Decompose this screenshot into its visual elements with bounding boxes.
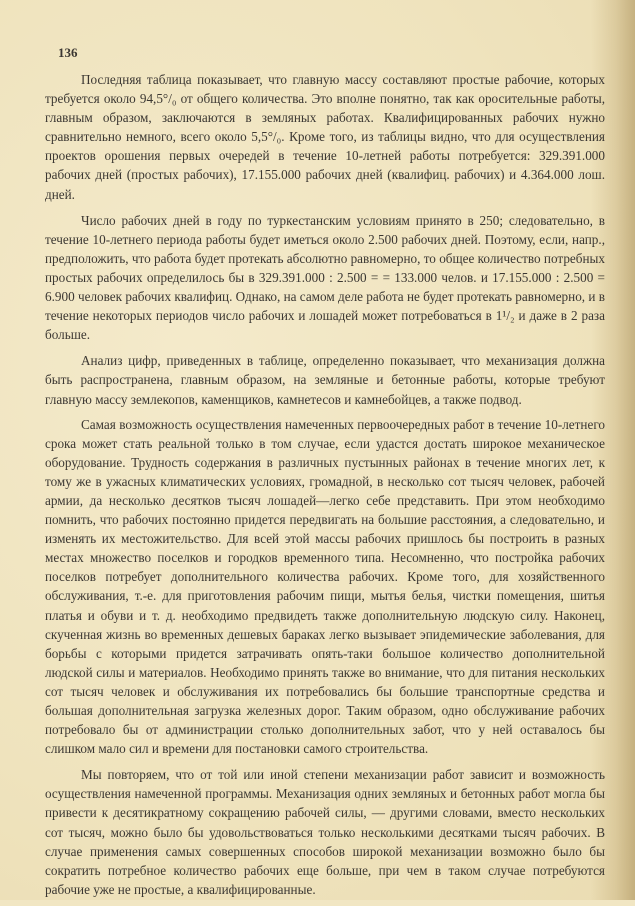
paragraph-2: Число рабочих дней в году по туркестанским условиям принято в 250; следовательно, в течение 10-летнего периода работы будет иметься около 2.500 рабочих дней. Поэтому, если, напр., предположить, что работа будет протекать абсолютно равномерно, то общее количество потребных простых рабочих определилось бы в 329.391.000 : 2.500 = = 133.000 челов. и 17.155.000 : 2.500 = 6.900 человек рабочих квалифиц. Однако, на самом деле работа не будет протекать равномерно, и в течение некоторых периодов число рабочих и лошадей может потребоваться в 1¹/₂ и даже в 2 раза больше. bbox=[45, 212, 605, 343]
body-text bbox=[45, 70, 605, 906]
paragraph-3: Анализ цифр, приведенных в таблице, определенно показывает, что механизация должна быть распространена, главным образом, на земляные и бетонные работы, которые требуют главную массу землекопов, каменщиков, камнетесов и камнебойцев, а также подвод. bbox=[45, 353, 605, 407]
page-number: 136 bbox=[58, 45, 78, 60]
paragraph-4: Самая возможность осуществления намеченных первоочередных работ в течение 10-летнего срока может стать реальной только в том случае, если удастся достать широкое механическое оборудование. Трудность содержания в различных пустынных районах в течение многих лет, к тому же в ужасных климатических условиях, громадной, в несколько сот тысяч человек, рабочей армии, да несколько десятков тысяч лошадей—легко себе представить. При этом необходимо помнить, что рабочих постоянно придется передвигать на большие расстояния, а следовательно, и изменять их местожительство. Для всей этой массы рабочих пришлось бы построить в разных местах множество поселков и городков временного типа. Несомненно, что постройка рабочих поселков потребует дополнительного количества рабочих. Кроме того, для хозяйственного обслуживания, т.-е. для приготовления рабочим пищи, мытья белья, чистки помещения, шитья платья и обуви и т. д. необходимо предвидеть также дополнительную людскую силу. Наконец, скученная жизнь во временных дешевых бараках легко вызывает эпидемические заболевания, для борьбы с которыми придется затрачивать опять-таки большое количество дополнительной людской силы и материалов. Необходимо принять также во внимание, что для питания нескольких сот тысяч человек и обслуживания их потребовались бы большие транспортные средства и большая дополнительная загрузка железных дорог. Таким образом, одно обслуживание рабочих потребовало бы от администрации столько дополнительных забот, что у ней оставалось бы слишком мало сил и времени для постановки самого строительства. bbox=[45, 416, 605, 757]
paragraph-1: Последняя таблица показывает, что главную массу составляют простые рабочие, которых требуется около 94,5°/₀ от общего количества. Это вполне понятно, так как оросительные работы, главным образом, заключаются в земляных работах. Квалифицированных рабочих нужно сравнительно немного, всего около 5,5°/₀. Кроме того, из таблицы видно, что для осуществления проектов орошения первых очередей в течение 10-летней работы потребуется: 329.391.000 рабочих дней (простых рабочих), 17.155.000 рабочих дней (квалифиц. рабочих) и 4.364.000 лош. дней. bbox=[45, 72, 605, 202]
paragraph-5: Мы повторяем, что от той или иной степени механизации работ зависит и возможность осуществления намеченной программы. Механизация одних земляных и бетонных работ могла бы привести к десятикратному сокращению рабочей силы, — другими словами, вместо нескольких сот тысяч, можно было бы удовольствоваться только несколькими десятками тысяч рабочих. В случае применения самых совершенных способов широкой механизации возможно было бы сократить потребное количество рабочих еще больше, при чем в таком случае потребуются рабочие уже не простые, а квалифицированные. bbox=[45, 767, 605, 897]
